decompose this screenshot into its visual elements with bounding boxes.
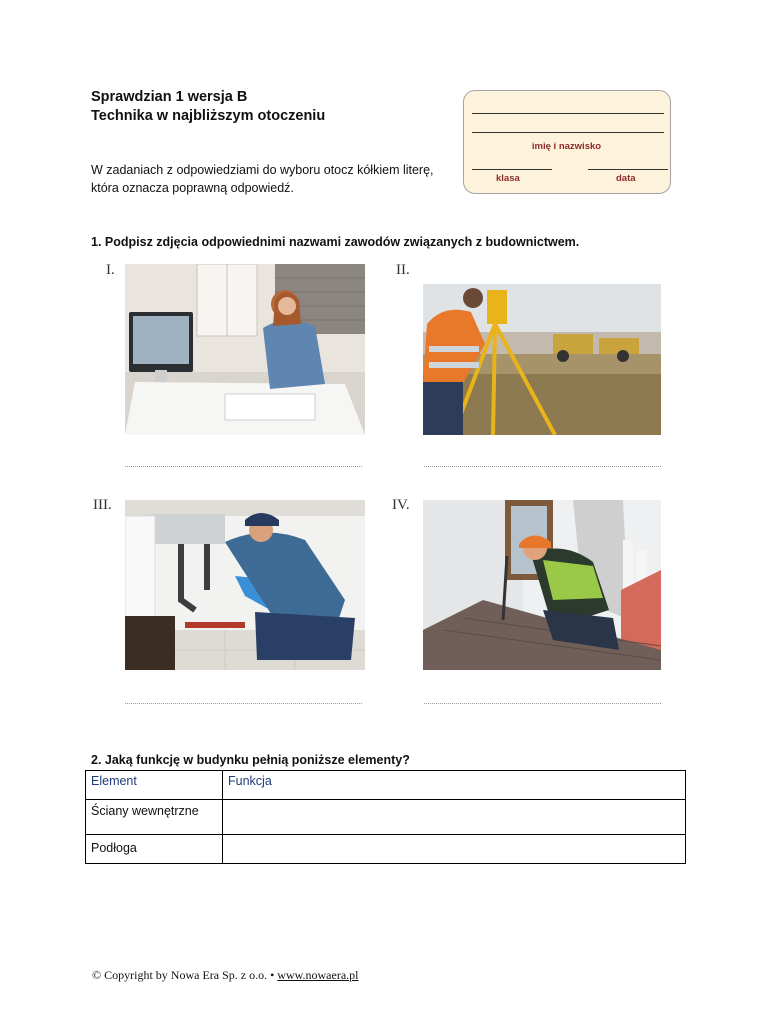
cell-element: Ściany wewnętrzne	[86, 800, 223, 835]
title-line-2: Technika w najbliższym otoczeniu	[91, 108, 326, 124]
publisher-link[interactable]: www.nowaera.pl	[277, 968, 359, 982]
header-element: Element	[86, 771, 223, 800]
cell-function-input[interactable]	[223, 835, 686, 864]
photo-label-2: II.	[396, 262, 410, 278]
name-label: imię i nazwisko	[531, 141, 602, 152]
table-row	[86, 835, 686, 864]
answer-line-4[interactable]	[424, 703, 661, 704]
date-label: data	[616, 173, 636, 184]
question-2: 2. Jaką funkcję w budynku pełnią poniższe elementy?	[91, 753, 410, 767]
table-header-row	[86, 771, 686, 800]
copyright-text: © Copyright by Nowa Era Sp. z o.o. •	[92, 968, 275, 982]
photo-surveyor	[423, 284, 661, 435]
answer-line-1[interactable]	[125, 466, 362, 467]
title-line-1: Sprawdzian 1 wersja B	[91, 89, 248, 105]
answer-line-2[interactable]	[424, 466, 661, 467]
class-line	[472, 169, 552, 170]
student-name-box	[463, 90, 671, 194]
photo-roofer	[423, 500, 661, 670]
photo-plumber	[125, 500, 365, 670]
cell-function-input[interactable]	[223, 800, 686, 835]
date-line	[588, 169, 668, 170]
name-line-2	[472, 132, 664, 133]
cell-element: Podłoga	[86, 835, 223, 864]
class-label: klasa	[496, 173, 520, 184]
photo-label-4: IV.	[392, 497, 410, 513]
table-row	[86, 800, 686, 835]
name-line-1	[472, 113, 664, 114]
answer-line-3[interactable]	[125, 703, 362, 704]
question-1: 1. Podpisz zdjęcia odpowiednimi nazwami zawodów związanych z budownictwem.	[91, 235, 580, 249]
photo-label-1: I.	[106, 262, 115, 278]
test-title	[91, 88, 325, 126]
footer	[92, 968, 359, 983]
instructions: W zadaniach z odpowiedziami do wyboru otocz kółkiem literę, która oznacza poprawną odpowiedź.	[91, 163, 434, 195]
function-table	[85, 770, 686, 864]
photo-label-3: III.	[93, 497, 112, 513]
header-function: Funkcja	[223, 771, 686, 800]
photo-architect	[125, 264, 365, 435]
